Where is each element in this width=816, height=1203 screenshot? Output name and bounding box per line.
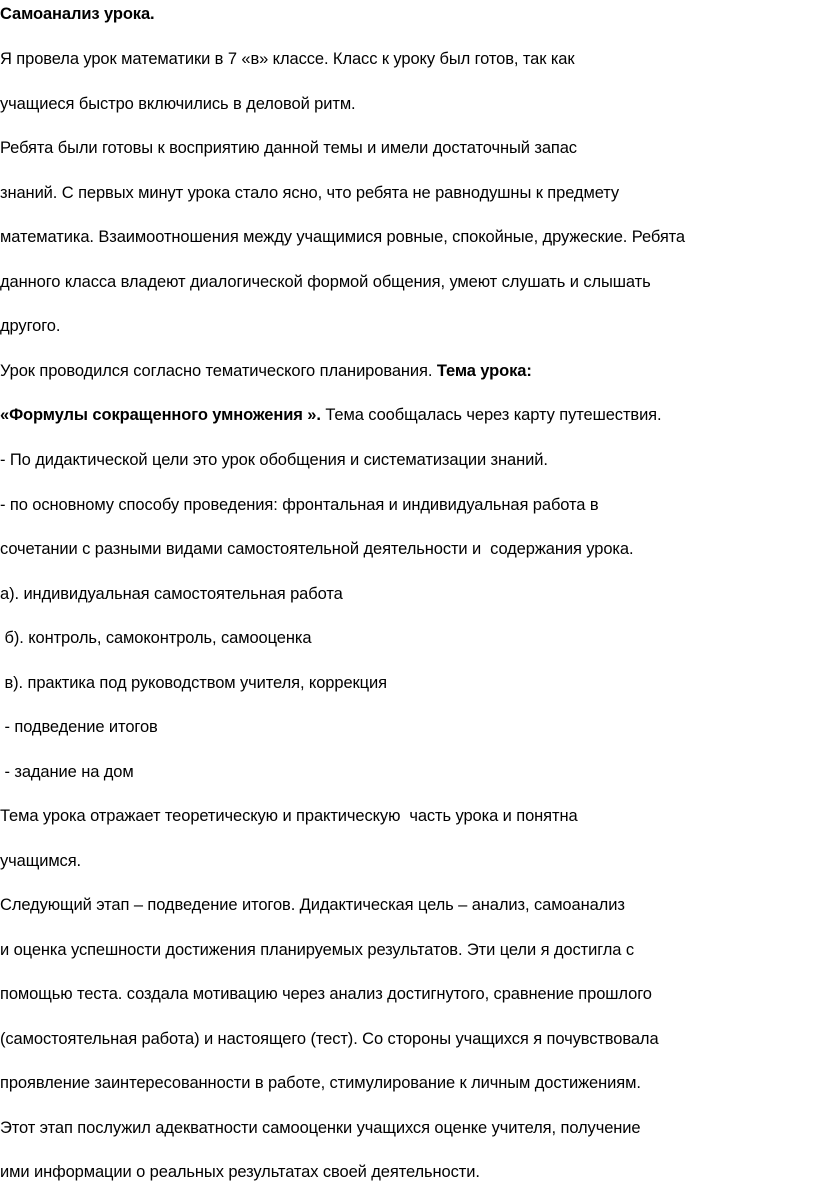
paragraph-line: и оценка успешности достижения планируемых результатов. Эти цели я достигла с <box>0 941 635 959</box>
topic-name-line <box>0 404 662 426</box>
paragraph-line: другого. <box>0 317 61 335</box>
document-title: Самоанализ урока. <box>0 5 155 23</box>
list-item: в). практика под руководством учителя, коррекция <box>0 674 387 692</box>
paragraph-line: учащиеся быстро включились в деловой ритм. <box>0 95 356 113</box>
topic-label: Тема урока: <box>436 362 532 380</box>
paragraph-line: Тема урока отражает теоретическую и практическую часть урока и понятна <box>0 807 578 825</box>
topic-name-text: Тема сообщалась через карту путешествия. <box>320 406 662 424</box>
paragraph-line: - По дидактической цели это урок обобщения и систематизации знаний. <box>0 451 548 469</box>
paragraph-line: знаний. С первых минут урока стало ясно, что ребята не равнодушны к предмету <box>0 184 620 202</box>
paragraph-line: проявление заинтересованности в работе, стимулирование к личным достижениям. <box>0 1074 641 1092</box>
paragraph-line: математика. Взаимоотношения между учащимися ровные, спокойные, дружеские. Ребята <box>0 228 686 246</box>
topic-name: «Формулы сокращенного умножения ». <box>0 406 321 424</box>
paragraph-line: сочетании с разными видами самостоятельной деятельности и содержания урока. <box>0 540 634 558</box>
paragraph-line: Этот этап послужил адекватности самооценки учащихся оценке учителя, получение <box>0 1119 641 1137</box>
paragraph-line: ими информации о реальных результатах своей деятельности. <box>0 1163 480 1181</box>
paragraph-line: помощью теста. создала мотивацию через анализ достигнутого, сравнение прошлого <box>0 985 652 1003</box>
list-item: - задание на дом <box>0 763 134 781</box>
topic-line-text: Урок проводился согласно тематического планирования. <box>0 362 437 380</box>
list-item: б). контроль, самоконтроль, самооценка <box>0 629 312 647</box>
paragraph-line: - по основному способу проведения: фронтальная и индивидуальная работа в <box>0 496 599 514</box>
topic-line <box>0 360 532 382</box>
paragraph-line: учащимся. <box>0 852 82 870</box>
paragraph-line: Ребята были готовы к восприятию данной темы и имели достаточный запас <box>0 139 577 157</box>
list-item: а). индивидуальная самостоятельная работа <box>0 585 343 603</box>
paragraph-line: Я провела урок математики в 7 «в» классе. Класс к уроку был готов, так как <box>0 50 575 68</box>
paragraph-line: Следующий этап – подведение итогов. Дидактическая цель – анализ, самоанализ <box>0 896 625 914</box>
paragraph-line: (самостоятельная работа) и настоящего (тест). Со стороны учащихся я почувствовала <box>0 1030 659 1048</box>
list-item: - подведение итогов <box>0 718 158 736</box>
paragraph-line: данного класса владеют диалогической формой общения, умеют слушать и слышать <box>0 273 651 291</box>
